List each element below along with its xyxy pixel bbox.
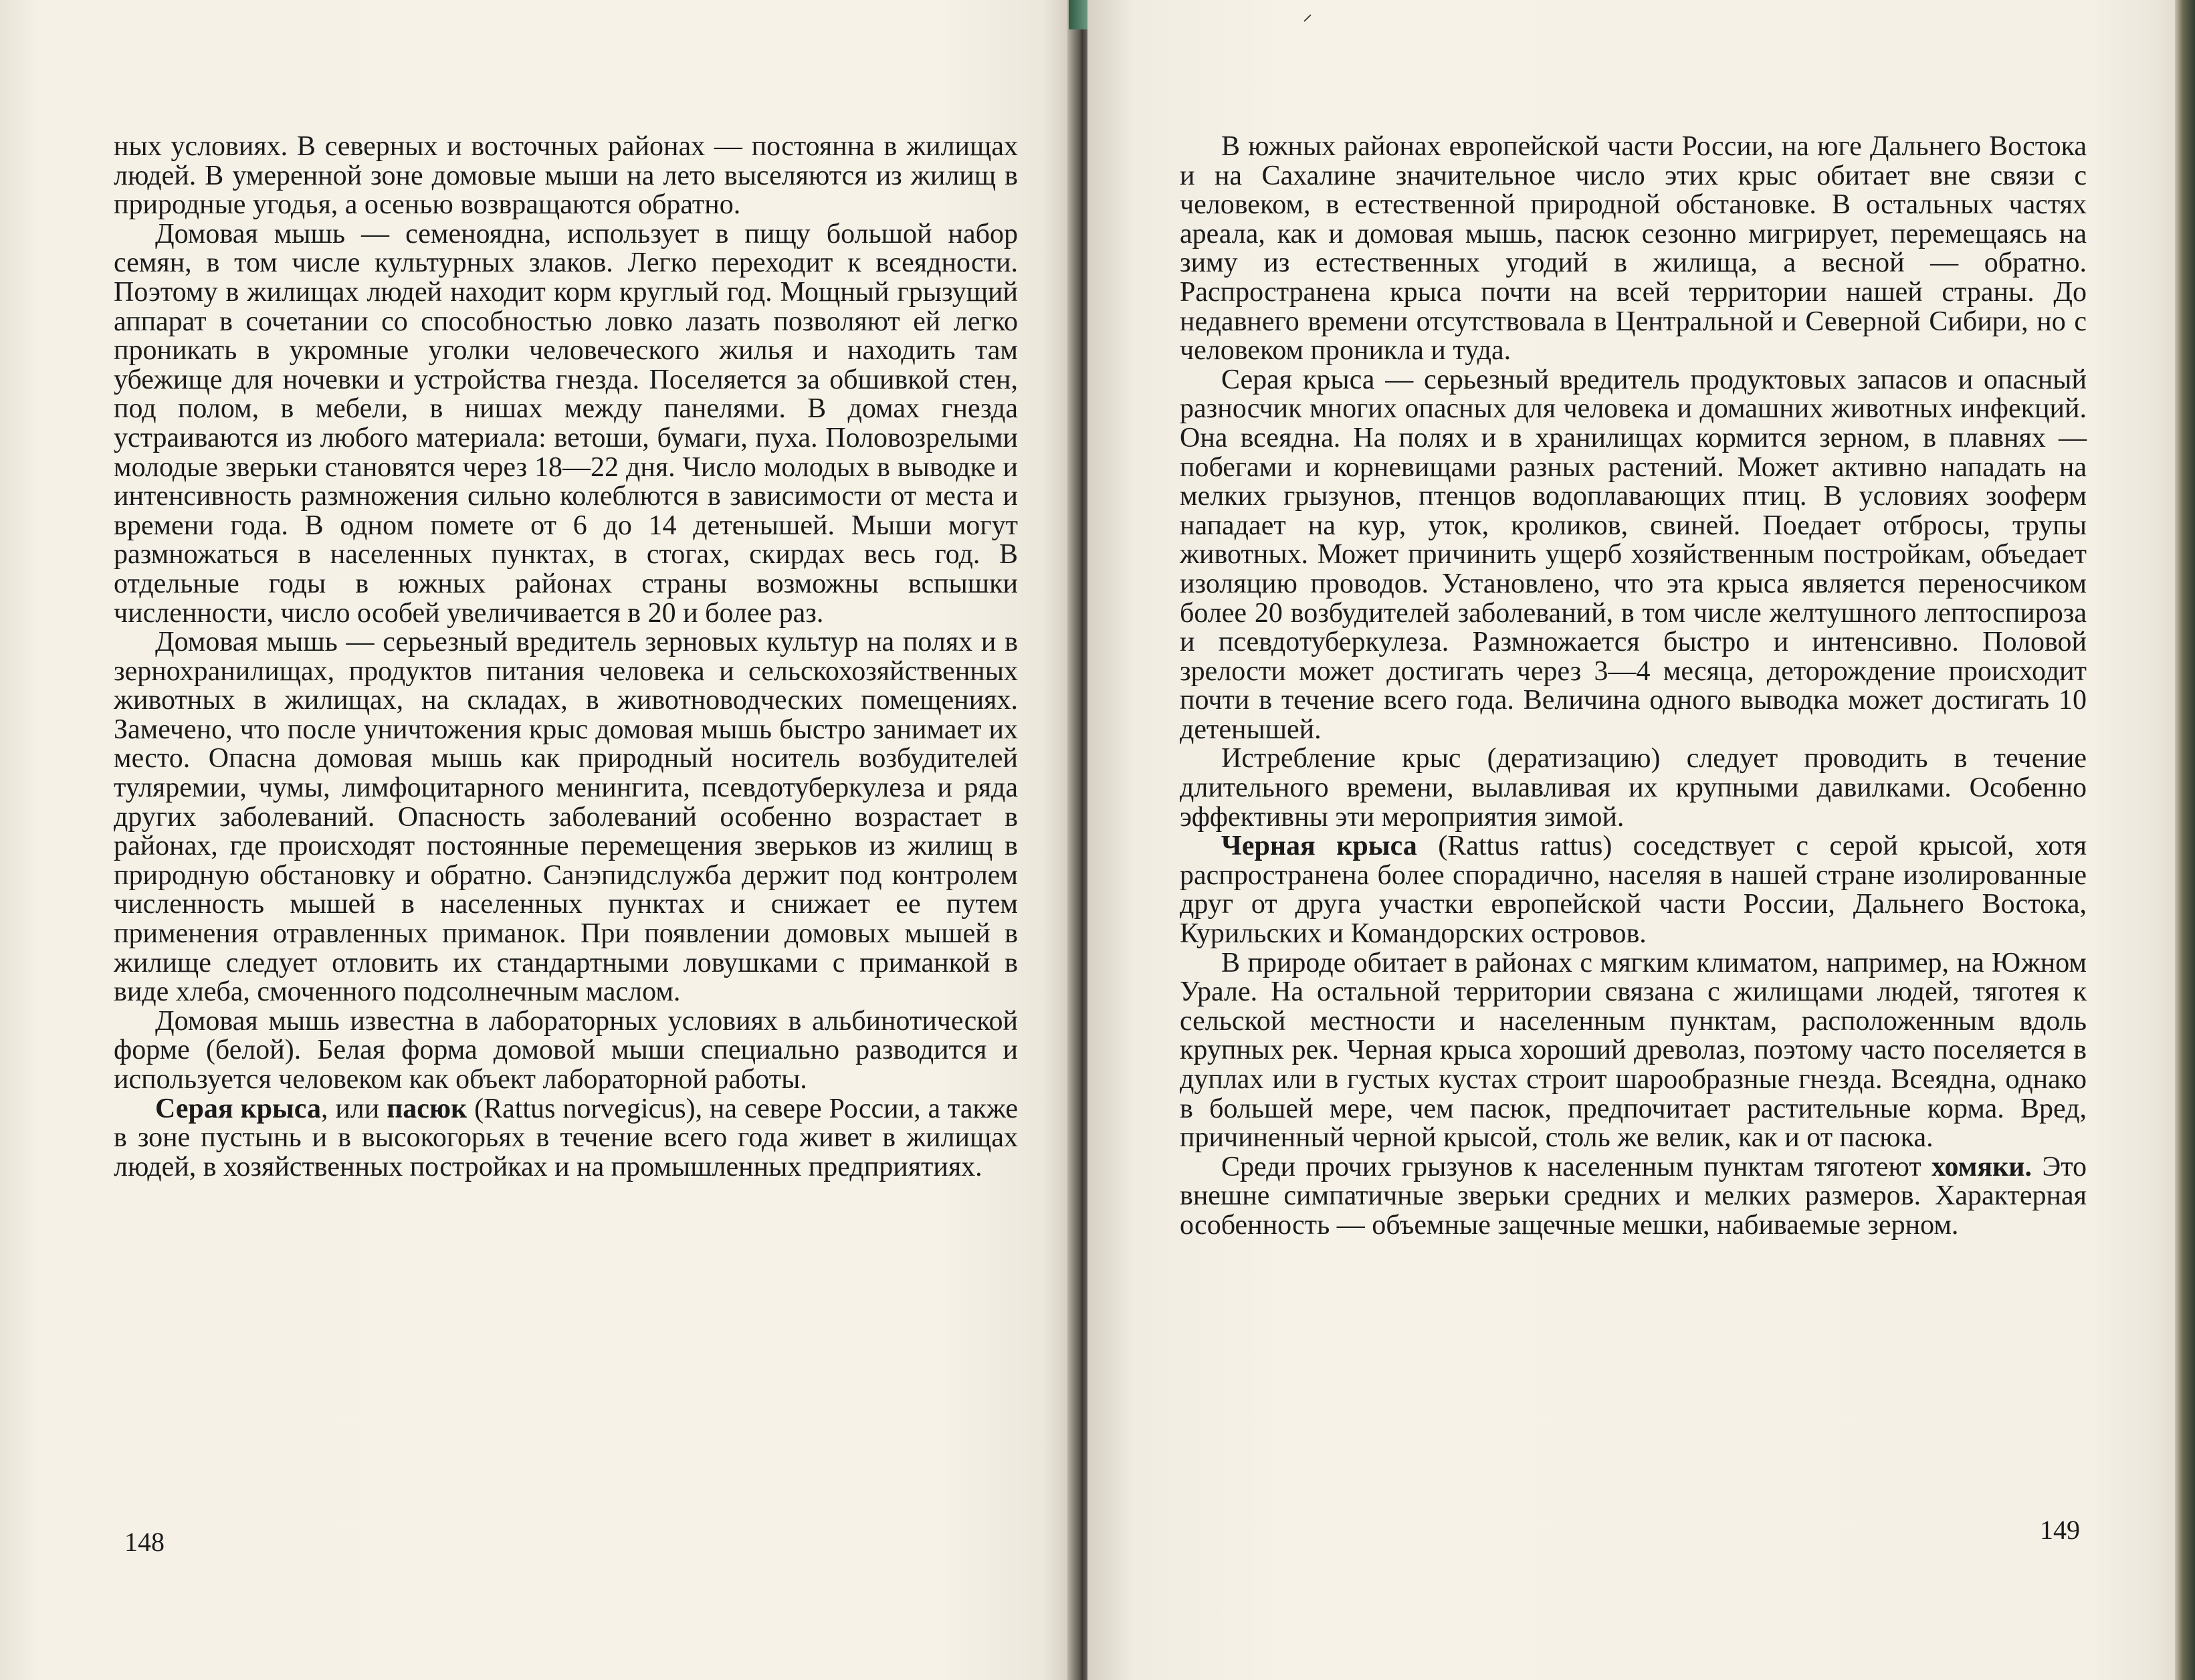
paragraph-text: , или	[320, 1093, 387, 1124]
right-page-text	[1180, 132, 2087, 1241]
left-page	[0, 0, 1074, 1680]
paragraph-text: Среди прочих грызунов к населенным пунктам тяготеют	[1221, 1151, 1932, 1182]
paragraph: Домовая мышь известна в лабораторных условиях в альбинотической форме (белой). Белая форма домовой мыши специально разводится и используется человеком как объект лабораторной работы.	[114, 1005, 1018, 1095]
paragraph: Серая крыса — серьезный вредитель продуктовых запасов и опасный разносчик многих опасных для человека и домашних животных инфекций. Она всеядна. На полях и в хранилищах кормится зерном, в плавнях — побегами и корневищами разных растений. Может активно нападать на мелких грызунов, птенцов водоплавающих птиц. В условиях зооферм нападает на кур, уток, кроликов, свиней. Поедает отбросы, трупы животных. Может причинить ущерб хозяйственным постройкам, объедает изоляцию проводов. Установлено, что эта крыса является переносчиком более 20 возбудителей заболеваний, в том числе желтушного лептоспироза и псевдотуберкулеза. Размножается быстро и интенсивно. Половой зрелости может достигать через 3—4 месяца, деторождение происходит почти в течение всего года. Величина одного выводка может достигать 10 детенышей.	[1180, 364, 2087, 745]
paragraph: Истребление крыс (дератизацию) следует проводить в течение длительного времени, вылавливая их крупными давилками. Особенно эффективны эти мероприятия зимой.	[1180, 743, 2087, 833]
paragraph: В южных районах европейской части России, на юге Дальнего Востока и на Сахалине значительное число этих крыс обитает вне связи с человеком, в естественной природной обстановке. В остальных частях ареала, как и домовая мышь, пасюк сезонно мигрирует, перемещаясь на зиму из естественных угодий в жилища, а весной — обратно. Распространена крыса почти на всей территории нашей страны. До недавнего времени отсутствовала в Центральной и Северной Сибири, но с человеком проникла и туда.	[1180, 131, 2087, 366]
paragraph: В природе обитает в районах с мягким климатом, например, на Южном Урале. На остальной территории связана с жилищами людей, тяготея к сельской местности и населенным пунктам, расположенным вдоль крупных рек. Черная крыса хороший древолаз, поэтому часто поселяется в дуплах или в густых кустах строит шарообразные гнезда. Всеядна, однако в большей мере, чем пасюк, предпочитает растительные корма. Вред, причиненный черной крысой, столь же велик, как и от пасюка.	[1180, 947, 2087, 1154]
term-bold: Серая крыса	[155, 1093, 321, 1124]
page-number: 149	[2040, 1515, 2080, 1545]
term-bold: пасюк	[387, 1093, 467, 1124]
paragraph: ных условиях. В северных и восточных районах — постоянна в жилищах людей. В умеренной зоне домовые мыши на лето выселяются из жилищ в природные угодья, а осенью возвращаются обратно.	[114, 131, 1018, 221]
paragraph: Домовая мышь — серьезный вредитель зерновых культур на полях и в зернохранилищах, продуктов питания человека и сельскохозяйственных животных в жилищах, на складах, в животноводческих помещениях. Замечено, что после уничтожения крыс домовая мышь быстро занимает их место. Опасна домовая мышь как природный носитель возбудителей туляремии, чумы, лимфоцитарного менингита, псевдотуберкулеза и ряда других заболеваний. Опасность заболеваний особенно возрастает в районах, где происходят постоянные перемещения зверьков из жилищ в природную обстановку и обратно. Санэпидслужба держит под контролем численность мышей в населенных пунктах и снижает ее путем применения отравленных приманок. При появлении домовых мышей в жилище следует отловить их стандартными ловушками с приманкой в виде хлеба, смоченного подсолнечным маслом.	[114, 627, 1018, 1008]
paragraph-text: (Rattus norvegicus), на севере России, а также в зоне пустынь и в высокогорьях в течение всего года живет в жилищах людей, в хозяйственных постройках и на промышленных предприятиях.	[114, 1093, 1018, 1182]
paragraph-text: (Rattus rattus) соседствует с серой крысой, хотя распространена более спорадично, населяя в нашей стране изолированные друг от друга участки европейской части России, Дальнего Востока, Курильских и Командорских островов.	[1180, 831, 2087, 950]
term-bold: хомяки.	[1931, 1151, 2032, 1182]
paragraph: Домовая мышь — семеноядна, использует в пищу большой набор семян, в том числе культурных злаков. Легко переходит к всеядности. Поэтому в жилищах людей находит корм круглый год. Мощный грызущий аппарат в сочетании со способностью ловко лазать позволяют ей легко проникать в укромные уголки человеческого жилья и находить там убежище для ночевки и устройства гнезда. Поселяется за обшивкой стен, под полом, в мебели, в нишах между панелями. В домах гнезда устраиваются из любого материала: ветоши, бумаги, пуха. Половозрелыми молодые зверьки становятся через 18—22 дня. Число молодых в выводке и интенсивность размножения сильно колеблются в зависимости от места и времени года. В одном помете от 6 до 14 детенышей. Мыши могут размножаться в населенных пунктах, в стогах, скирдах весь год. В отдельные годы в южных районах страны возможны вспышки численности, число особей увеличивается в 20 и более раз.	[114, 218, 1018, 629]
term-bold: Черная крыса	[1221, 831, 1417, 862]
right-page	[1087, 0, 2195, 1680]
paragraph-hamsters	[1180, 1153, 2087, 1241]
paragraph-text: Это внешне симпатичные зверьки средних и мелких размеров. Характерная особенность — объемные защечные мешки, набиваемые зерном.	[1180, 1151, 2087, 1241]
left-page-text	[114, 132, 1018, 1182]
paragraph-black-rat	[1180, 832, 2087, 948]
paragraph-gray-rat	[114, 1095, 1018, 1182]
page-edge	[2175, 0, 2195, 1680]
page-number: 148	[124, 1527, 165, 1557]
